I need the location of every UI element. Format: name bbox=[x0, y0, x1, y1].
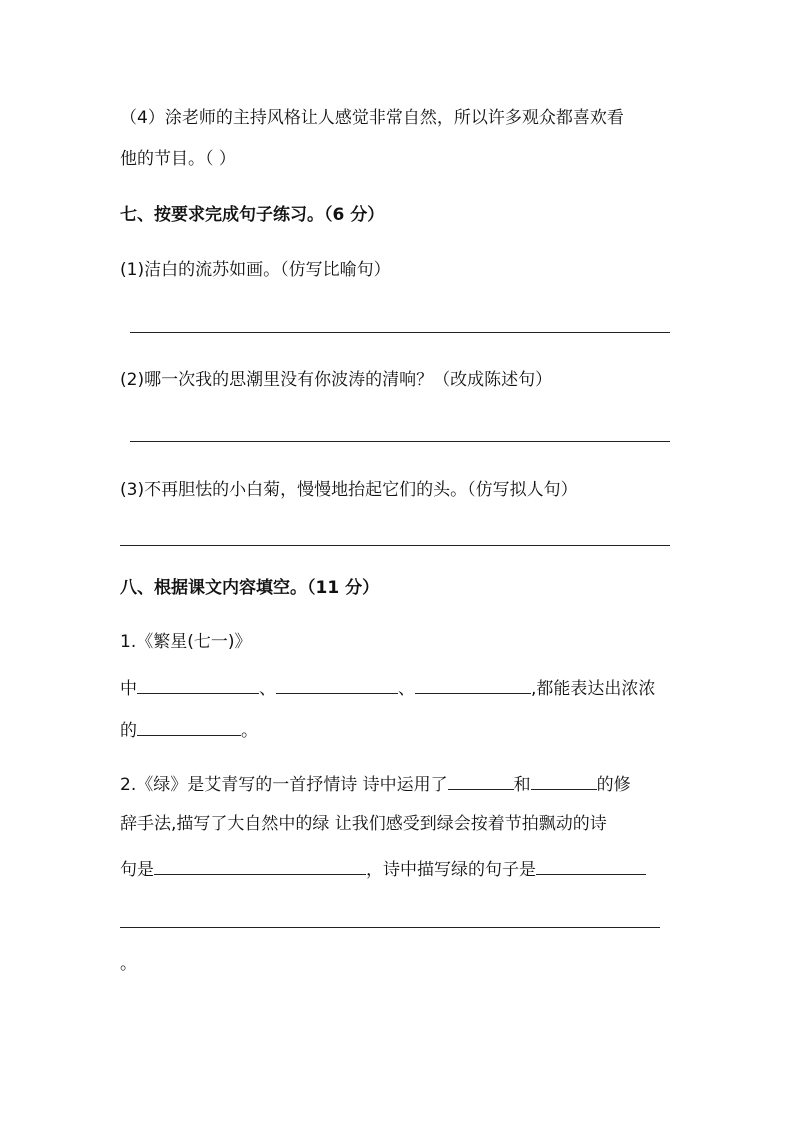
section-8-item-2-line-3 bbox=[120, 855, 646, 882]
section-8-item-2-line-1 bbox=[120, 770, 631, 797]
item-2-text-c: 的修 bbox=[596, 775, 631, 795]
fill-suffix: ,都能表达出浓浓 bbox=[531, 679, 656, 699]
question-4-line-1: （4）涂老师的主持风格让人感觉非常自然，所以许多观众都喜欢看 bbox=[120, 108, 624, 128]
fill-blank-2[interactable] bbox=[276, 674, 398, 694]
section-8-item-1-title: 1.《繁星(七一)》 bbox=[120, 632, 252, 652]
answer-line-4[interactable] bbox=[120, 927, 660, 928]
item-2-text-e: ，诗中描写绿的句子是 bbox=[366, 860, 536, 880]
fill-blank-6[interactable] bbox=[531, 770, 597, 790]
section-8-item-1-line-2 bbox=[120, 716, 258, 743]
fill-suffix: 。 bbox=[241, 721, 258, 741]
fill-blank-4[interactable] bbox=[137, 716, 241, 736]
fill-blank-3[interactable] bbox=[415, 674, 531, 694]
answer-line-1[interactable] bbox=[130, 332, 670, 333]
item-2-text-b: 和 bbox=[513, 775, 531, 795]
section-8-item-1-line-1 bbox=[120, 674, 655, 701]
fill-blank-8[interactable] bbox=[536, 855, 646, 875]
section-7-item-2: (2)哪一次我的思潮里没有你波涛的清响？（改成陈述句） bbox=[120, 370, 553, 390]
section-7-heading: 七、按要求完成句子练习。（6 分） bbox=[120, 205, 385, 225]
section-7-item-1: (1)洁白的流苏如画。（仿写比喻句） bbox=[120, 260, 391, 280]
section-8-heading: 八、根据课文内容填空。（11 分） bbox=[120, 578, 380, 598]
item-2-text-d: 句是 bbox=[120, 860, 154, 880]
separator: 、 bbox=[259, 679, 276, 699]
section-8-item-2-end: 。 bbox=[120, 954, 137, 974]
separator: 、 bbox=[398, 679, 415, 699]
fill-blank-7[interactable] bbox=[154, 855, 366, 875]
section-7-item-3: (3)不再胆怯的小白菊，慢慢地抬起它们的头。（仿写拟人句） bbox=[120, 480, 578, 500]
fill-blank-5[interactable] bbox=[448, 770, 514, 790]
section-8-item-2-line-2: 辞手法,描写了大自然中的绿 让我们感受到绿会按着节拍飘动的诗 bbox=[120, 814, 607, 834]
fill-blank-1[interactable] bbox=[137, 674, 259, 694]
fill-prefix: 中 bbox=[120, 679, 137, 699]
fill-prefix: 的 bbox=[120, 721, 137, 741]
question-4-line-2: 他的节目。（ ） bbox=[120, 149, 236, 169]
answer-line-2[interactable] bbox=[130, 441, 670, 442]
answer-line-3[interactable] bbox=[120, 545, 670, 546]
item-2-text-a: 2.《绿》是艾青写的一首抒情诗 诗中运用了 bbox=[120, 775, 448, 795]
